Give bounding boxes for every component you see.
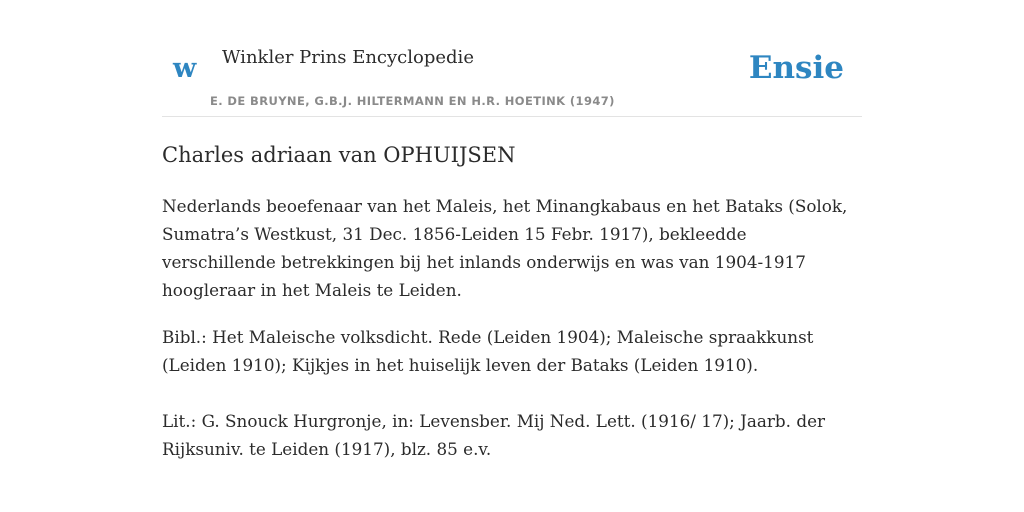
- page: [162, 0, 862, 512]
- header: [162, 0, 862, 117]
- ensie-logo-link[interactable]: Ensie: [748, 50, 844, 86]
- publication-authors: E. DE BRUYNE, G.B.J. HILTERMANN EN H.R. HOETINK (1947): [210, 94, 615, 108]
- article-paragraph-literature: Lit.: G. Snouck Hurgronje, in: Levensber. Mij Ned. Lett. (1916/ 17); Jaarb. der Rijksuniv. te Leiden (1917), blz. 85 e.v.: [162, 411, 826, 459]
- article-paragraph-bibliography: Bibl.: Het Maleische volksdicht. Rede (Leiden 1904); Maleische spraakkunst (Leiden 1910); Kijkjes in het huiselijk leven der Bataks (Leiden 1910).: [162, 327, 814, 375]
- publication-title: Winkler Prins Encyclopedie: [222, 47, 474, 68]
- article-paragraph-definition: Nederlands beoefenaar van het Maleis, het Minangkabaus en het Bataks (Solok, Sumatra’s Westkust, 31 Dec. 1856-Leiden 15 Febr. 1917), bekleedde verschillende betrekkingen bij het inlands onderwijs en was van 1904-1917 hoogleraar in het Maleis te Leiden.: [162, 196, 848, 300]
- article-title: Charles adriaan van OPHUIJSEN: [162, 143, 516, 167]
- encyclopedia-logo-link[interactable]: w: [173, 53, 197, 84]
